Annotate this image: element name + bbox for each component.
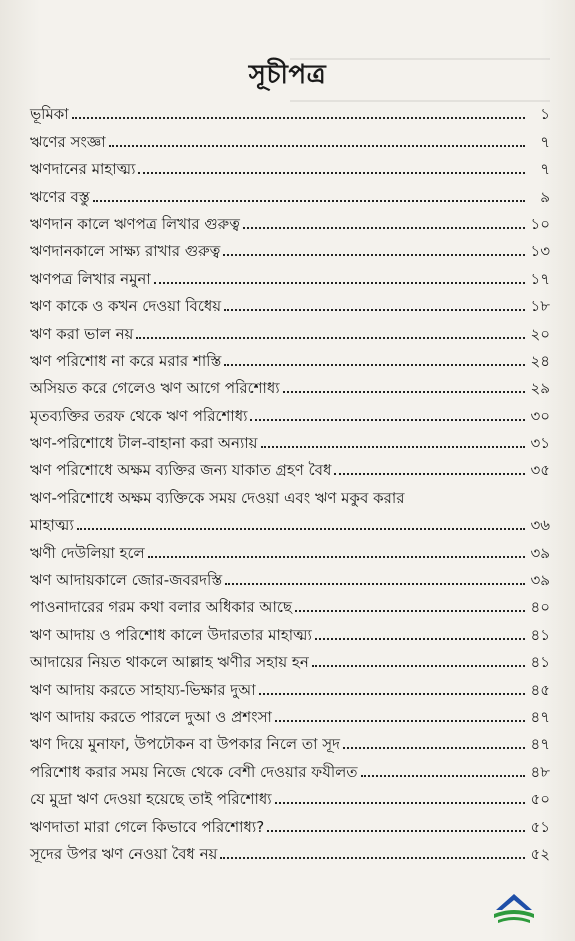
toc-entry (30, 123, 550, 150)
toc-page-number: ৩৬ (530, 516, 550, 535)
toc-entry (30, 151, 550, 178)
toc-entry-label: যে মুদ্রা ঋণ দেওয়া হয়েছে তাই পরিশোধ্য (30, 790, 272, 809)
toc-entry-label: মৃতব্যক্তির তরফ থেকে ঋণ পরিশোধ্য (30, 406, 248, 425)
toc-entry (30, 479, 550, 534)
toc-page-number: ২৪ (530, 351, 550, 370)
dot-leader (361, 775, 525, 777)
toc-page-number: ১ (540, 105, 550, 124)
toc-entry (30, 288, 550, 315)
toc-entry-label: ঋণ পরিশোধে অক্ষম ব্যক্তির জন্য যাকাত গ্রহণ বৈধ (30, 461, 332, 480)
toc-entry-label: ঋণ আদায়কালে জোর-জবরদস্তি (30, 571, 223, 590)
toc-entry-label: ঋণ আদায় করতে পারলে দুআ ও প্রশংসা (30, 707, 272, 726)
dot-leader (224, 309, 525, 311)
toc-entry (30, 726, 550, 753)
dot-leader (267, 830, 525, 832)
toc-entry-label: ভূমিকা (30, 105, 69, 124)
toc-entry-label: সূদের উপর ঋণ নেওয়া বৈধ নয় (30, 844, 218, 863)
toc-entry-label: আদায়ের নিয়ত থাকলে আল্লাহ ঋণীর সহায় হন (30, 653, 309, 672)
toc-entry-label: ঋণের বস্তু (30, 187, 90, 206)
toc-page-number: ৫০ (530, 790, 550, 809)
publisher-logo (490, 888, 538, 928)
dot-leader (136, 337, 525, 339)
dot-leader (275, 720, 525, 722)
toc-entry-label: ঋণ আদায় করতে সাহায্য-ভিক্ষার দুআ (30, 680, 256, 699)
toc-entry-label: পরিশোধ করার সময় নিজে থেকে বেশী দেওয়ার ফযীলত (30, 762, 358, 781)
dot-leader (312, 665, 525, 667)
toc-entry-label: ঋণ আদায় ও পরিশোধ কালে উদারতার মাহাত্ম্য (30, 625, 312, 644)
toc-entry-label: ঋণ পরিশোধ না করে মরার শাস্তি (30, 351, 222, 370)
dot-leader (77, 528, 525, 530)
toc-page-number: ৪০ (530, 598, 550, 617)
dot-leader (315, 638, 525, 640)
toc-entry (30, 644, 550, 671)
toc-page-number: ৪৭ (530, 707, 550, 726)
dot-leader (283, 391, 525, 393)
toc-page-number: ৪৫ (530, 680, 550, 699)
toc-entry-label: ঋণদান কালে ঋণপত্র লিখার গুরুত্ব (30, 214, 240, 233)
toc-entry (30, 781, 550, 808)
toc-entry-label: ঋণদাতা মারা গেলে কিভাবে পরিশোধ্য? (30, 817, 265, 836)
toc-page-number: ১৮ (530, 297, 550, 316)
dot-leader (154, 282, 525, 284)
dot-leader (224, 364, 525, 366)
toc-entry (30, 589, 550, 616)
toc-entry-label: ঋণী দেউলিয়া হলে (30, 543, 145, 562)
toc-page-number: ২৯ (530, 379, 550, 398)
dot-leader (295, 610, 525, 612)
dot-leader (343, 747, 525, 749)
dot-leader (243, 227, 525, 229)
toc-entry-label: ঋণের সংজ্ঞা (30, 132, 106, 151)
toc-entry-label: ঋণদানের মাহাত্ম্য (30, 160, 136, 179)
toc-entry-label: ঋণ দিয়ে মুনাফা, উপঢৌকন বা উপকার নিলে তা সূদ (30, 735, 340, 754)
dot-leader (261, 446, 525, 448)
dot-leader (109, 145, 525, 147)
toc-entry (30, 96, 550, 123)
toc-entry (30, 616, 550, 643)
toc-page-number: ৪১ (530, 653, 550, 672)
toc-entry-label: ঋণপত্র লিখার নমুনা (30, 269, 151, 288)
toc-entry-label: পাওনাদারের গরম কথা বলার অধিকার আছে (30, 598, 292, 617)
toc-entry (30, 206, 550, 233)
toc-page-number: ১৩ (530, 242, 550, 261)
toc-entry (30, 315, 550, 342)
dot-leader (223, 254, 525, 256)
toc-entry (30, 534, 550, 561)
logo-book-shape (494, 910, 534, 918)
toc-page-number: ৩৯ (530, 571, 550, 590)
toc-entry (30, 343, 550, 370)
dot-leader (93, 200, 525, 202)
toc-entry-label: ঋণ-পরিশোধে টাল-বাহানা করা অন্যায় (30, 434, 258, 453)
table-of-contents (30, 96, 550, 863)
toc-page-number: ৩০ (530, 406, 550, 425)
toc-entry (30, 178, 550, 205)
toc-entry-label: ঋণ করা ভাল নয় (30, 324, 134, 343)
toc-page-number: ৩১ (530, 434, 550, 453)
toc-entry (30, 562, 550, 589)
toc-page-number: ৭ (540, 160, 550, 179)
toc-entry (30, 836, 550, 863)
toc-entry-label: ঋণদানকালে সাক্ষ্য রাখার গুরুত্ব (30, 242, 221, 261)
page-title: সূচীপত্র (248, 60, 327, 90)
toc-entry (30, 260, 550, 287)
toc-entry (30, 452, 550, 479)
toc-entry (30, 699, 550, 726)
toc-page-number: ৩৫ (530, 461, 550, 480)
toc-page-number: ৫২ (530, 844, 550, 863)
toc-entry-label: অসিয়ত করে গেলেও ঋণ আগে পরিশোধ্য (30, 379, 280, 398)
dot-leader (220, 857, 525, 859)
logo-book-shape-lower (498, 917, 530, 923)
toc-page-number: ৪৮ (530, 762, 550, 781)
toc-entry (30, 671, 550, 698)
toc-entry (30, 370, 550, 397)
toc-entry (30, 753, 550, 780)
dot-leader (148, 556, 525, 558)
toc-entry (30, 425, 550, 452)
dot-leader (250, 419, 525, 421)
toc-page-number: ৪১ (530, 625, 550, 644)
logo-roof-shape (496, 894, 532, 910)
dot-leader (334, 473, 525, 475)
toc-page-number: ৩৯ (530, 543, 550, 562)
toc-entry (30, 233, 550, 260)
dot-leader (138, 172, 525, 174)
toc-entry-label: ঋণ-পরিশোধে অক্ষম ব্যক্তিকে সময় দেওয়া এবং ঋণ মকুব করার (30, 488, 405, 507)
toc-page-number: ১৭ (530, 269, 550, 288)
dot-leader (275, 802, 525, 804)
toc-entry-label: ঋণ কাকে ও কখন দেওয়া বিধেয় (30, 297, 222, 316)
toc-entry-label-continued: মাহাত্ম্য (30, 516, 74, 535)
dot-leader (225, 583, 525, 585)
toc-page-number: ৫১ (530, 817, 550, 836)
toc-page-number: ১০ (530, 214, 550, 233)
toc-entry (30, 808, 550, 835)
toc-page-number: ২০ (530, 324, 550, 343)
toc-page-number: ৯ (540, 187, 550, 206)
toc-page-number: ৭ (540, 132, 550, 151)
dot-leader (259, 693, 525, 695)
dot-leader (72, 117, 525, 119)
toc-entry (30, 397, 550, 424)
toc-page-number: ৪৭ (530, 735, 550, 754)
